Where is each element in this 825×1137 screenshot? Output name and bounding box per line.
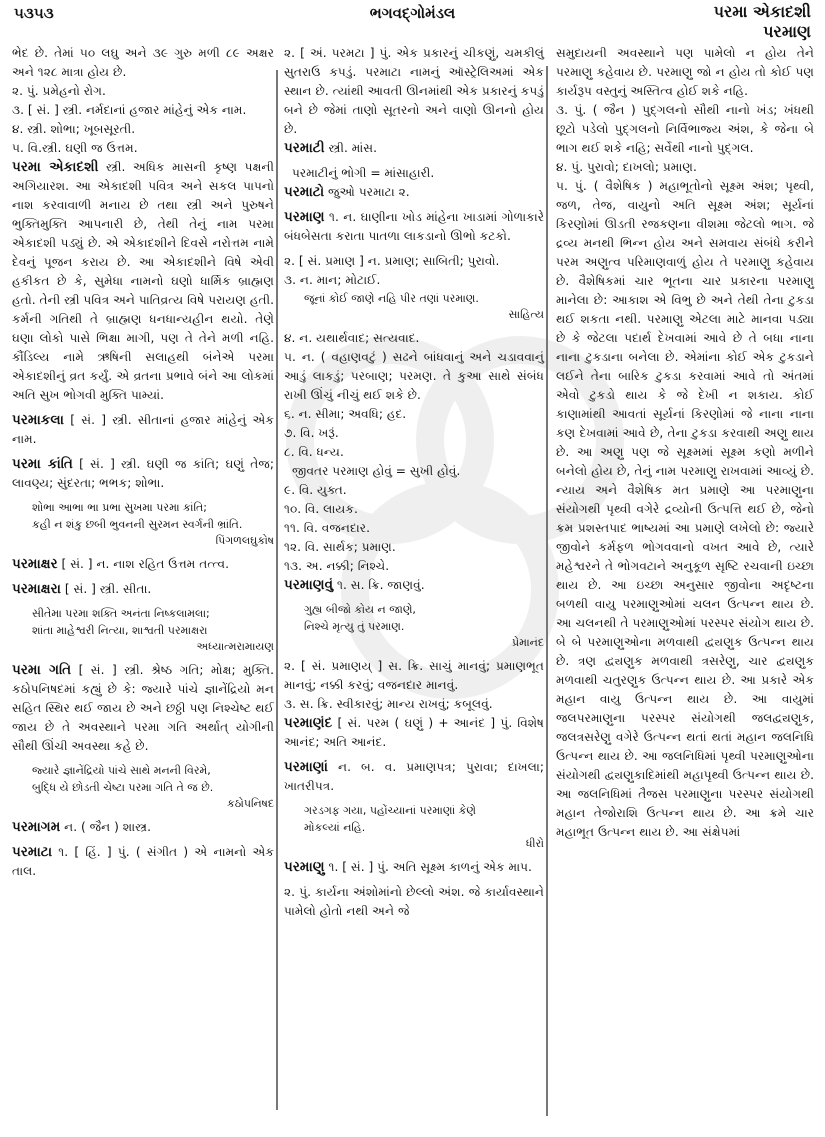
- definition-text: [ સં. પરમ ( ઘણું ) + આનંદ ] પું. વિશેષ આનંદ; અતિ આનંદ.: [284, 716, 544, 749]
- quote-line: ગરડગફ ગયા, પહોંચ્યાનાં પરમાણાં કેણે: [304, 804, 476, 817]
- definition-text: સ્ત્રી. માંસ.: [324, 141, 378, 155]
- quote-source: સાહિત્ય: [508, 308, 544, 321]
- sense-definition: ૫. ન. ( વહાણવટું ) સઢને બાંધવાનું અને ચડાવવાનું આડું લાકડું; પરબાણ; પરમણ. તે કુઆ સાથે સંબંધ રાખી ઊંચું નીચું થઈ શકે છે.: [284, 350, 544, 402]
- dictionary-entry: [12, 580, 274, 599]
- headword: પરમાક્ષરા: [12, 581, 62, 597]
- headword: પરમાગમ: [12, 819, 61, 835]
- headword: પરમાટો: [284, 184, 325, 200]
- sense-definition: ૪. સ્ત્રી. શોભા; ખૂબસૂરતી.: [12, 122, 136, 136]
- sense-definition: ૬. ન. સીમા; અવધિ; હદ.: [284, 407, 407, 421]
- usage-example: પરમાટીનું ભોગી = માંસાહારી.: [292, 166, 435, 180]
- guide-word-first: પરમા એકાદશી: [713, 2, 811, 21]
- quote-line: શાંતા માહેશ્વરી નિત્યા, શાશ્વતી પરમાક્ષરા: [32, 624, 208, 637]
- sense-definition: સમુદાયની અવસ્થાને પણ પામેલો ન હોય તેને પરમાણુ કહેવાય છે. પરમાણુ જો ન હોય તો કોઈ પણ કાર્યરૂપ વસ્તુનું અસ્તિત્વ હોઈ શકે નહિ.: [556, 46, 814, 98]
- quote-line: શોભા આભા ભા પ્રભા સુખમા પરમા કાંતિ;: [32, 501, 207, 514]
- sense-definition: ૧૨. વિ. સાર્થક; પ્રમાણ.: [284, 540, 396, 554]
- sense-definition: ૭. વિ. ખરૂં.: [284, 426, 339, 440]
- quote-source: કઠોપનિષદ: [226, 797, 274, 810]
- citation-quote: [284, 802, 544, 852]
- sense-definition: ૩. ન. માન; મોટાઈ.: [284, 273, 381, 287]
- column-3: [556, 44, 814, 1131]
- sense-definition: ૫. પું. ( વૈશેષિક ) મહાભૂતોનો સૂક્ષ્મ અંશ; પૃથ્વી, જળ, તેજ, વાયુનો અતિ સૂક્ષ્મ અંશ; સૂર્યનાં કિરણોમાં ઊડતી રજકણના વીશમા જેટલો ભાગ. જે દ્રવ્ય મનથી ભિન્ન હોય અને સમવાય સંબંધે કરીને પરમ અણુત્વ પરિમાણવાળું હોય તે પરમાણુ કહેવાય છે. વૈશેષિકમાં ચાર ભૂતના ચાર પ્રકારના પરમાણુ માનેલા છે: આકાશ એ વિભુ છે અને તેથી તેના ટુકડા થઈ શકતા નથી. પરમાણુ એટલા માટે માનવા પડ્યા છે કે જેટલા પદાર્થ દેખવામાં આવે છે તે બધા નાના નાના ટુકડાના બનેલા છે. એમાંના કોઈ એક ટુકડાને લઈને તેના બારિક ટુકડા કરવામાં આવે તો અંતમાં એવો ટુકડો થાય કે જે દેખી ન શકાય. કોઈ કાણામાંથી આવતાં સૂર્યનાં કિરણોમાં જે નાના નાના કણ દેખવામાં આવે છે, તેના ટુકડા કરવાથી અણુ થાય છે. આ અણુ પણ જે સૂક્ષ્મમાં સૂક્ષ્મ કણો મળીને બનેલો હોય છે, તેનું નામ પરમાણુ રાખવામાં આવ્યું છે. ન્યાય અને વૈશેષિક મત પ્રમાણે આ પરમાણુના સંયોગથી પૃથ્વી વગેરે દ્રવ્યોની ઉત્પત્તિ થઈ છે, જેનો ક્રમ પ્રશસ્તપાદ ભાષ્યમાં આ પ્રમાણે લખેલો છે: જ્યારે જીવોને કર્મફળ ભોગવવાનો વખત આવે છે, ત્યારે મહેશ્વરને તે ભોગવટાને અનુકૂળ સૃષ્ટિ રચવાની ઇચ્છા થાય છે. આ ઇચ્છા અનુસાર જીવોના અદૃષ્ટના બળથી વાયુ પરમાણુઓમાં ચલન ઉત્પન્ન થાય છે. આ ચલનથી તે પરમાણુઓમાં પરસ્પર સંયોગ થાય છે. બે બે પરમાણુઓના મળવાથી દ્વ્યણુક ઉત્પન્ન થાય છે. ત્રણ દ્વ્યણુક મળવાથી ત્રસરેણુ, ચાર દ્વ્યણુક મળવાથી ચતુરણુક ઉત્પન્ન થાય છે. આ પ્રકારે એક મહાન વાયુ ઉત્પન્ન થાય છે. આ વાયુમાં જલપરમાણુના પરસ્પર સંયોગથી જલદ્વ્યણુક, જલત્રસરેણુ વગેરે ઉત્પન્ન થતાં થતાં મહાન જલનિધિ ઉત્પન્ન થાય છે. આ જલનિધિમાં પૃથ્વી પરમાણુઓના સંયોગથી દ્વ્યણુકાદિમાંથી મહાપૃથ્વી ઉત્પન્ન થાય છે. આ જલનિધિમાં તૈજસ પરમાણુના પરસ્પર સંયોગથી મહાન તેજોરાશિ ઉત્પન્ન થાય છે. આ ક્રમે ચાર મહાભૂત ઉત્પન્ન થાય છે. આ સંક્ષેપમાં: [556, 179, 814, 839]
- headword: પરમા ગતિ: [12, 662, 72, 678]
- column-2: [284, 44, 544, 1131]
- quote-line: નિશ્ચે મૃત્યુ તું પરમાણ.: [304, 620, 405, 633]
- definition-text: [ સં. ] સ્ત્રી. ઘણી જ કાંતિ; ઘણું તેજ; લાવણ્ય; સુંદરતા; ભભક; શોભા.: [12, 457, 275, 490]
- definition-text: ન. બ. વ. પ્રમાણપત્ર; પુરાવા; દાખલા; ખાતરીપત્ર.: [284, 760, 544, 793]
- headword: પરમાણુ: [284, 859, 325, 875]
- sense-definition: ૧૦. વિ. લાયક.: [284, 502, 358, 516]
- quote-line: મોકલ્યાં નહિ.: [304, 821, 366, 834]
- sense-definition: ૨. [ સં. પ્રમાણય્ ] સ. ક્રિ. સાચું માનવું; પ્રમાણભૂત માનવું; નક્કી કરવું; વજનદાર માનવું.: [284, 659, 544, 692]
- sense-definition: ૨. પું. પ્રમેહનો રોગ.: [12, 84, 106, 98]
- dictionary-entry: [284, 576, 544, 595]
- sense-definition: ૪. પું. પુરાવો; દાખલો; પ્રમાણ.: [556, 160, 697, 174]
- citation-quote: [284, 601, 544, 651]
- sense-definition: ૩. પું. ( જૈન ) પુદ્ગલનો સૌથી નાનો ખંડ; ખંધથી છૂટો પડેલો પુદ્ગલનો નિર્વિભાજ્ય અંશ, કે જેના બે ભાગ થઈ શકે નહિ; સર્વેથી નાનો પુદ્ગલ.: [556, 103, 814, 155]
- column-divider: [276, 70, 278, 1110]
- definition-text: ૧. સ. ક્રિ. જાણવું.: [333, 578, 425, 592]
- dictionary-entry: [12, 555, 274, 574]
- column-1: [12, 44, 274, 1131]
- headword: પરમા કાંતિ: [12, 456, 73, 472]
- headword: પરમા એકાદશી: [12, 159, 99, 175]
- headword: પરમાટી: [284, 140, 325, 156]
- dictionary-entry: [12, 818, 274, 837]
- definition-text: [ સં. ] ન. નાશ રહિત ઉત્તમ તત્ત્વ.: [57, 557, 230, 571]
- definition-text: ૧. [ હિં. ] પું. ( સંગીત ) એ નામનો એક તાલ.: [12, 845, 274, 878]
- dictionary-entry: [12, 411, 274, 449]
- quote-line: સીતેમા પરમા શક્તિ અનંતા નિષ્કલામલા;: [32, 607, 210, 620]
- headword: પરમાકલા: [12, 412, 64, 428]
- quote-line: બુદ્ધિ યે છોડતી ચેષ્ટા પરમા ગતિ તે જ છે.: [32, 781, 214, 794]
- dictionary-entry: [12, 661, 274, 756]
- definition-text: ૧. ન. ઘાણીના ખોડ માંહેના ખાડામાં ગોળાકારે બંધબેસતા કરાતા પાતળા લાકડાનો ઊભો કટકો.: [284, 210, 544, 243]
- definition-text: [ સં. ] સ્ત્રી. સીતા.: [61, 582, 152, 596]
- dictionary-entry: [12, 843, 274, 881]
- dictionary-entry: [284, 139, 544, 158]
- page-header: [0, 0, 825, 40]
- sense-definition: ૪. ન. યથાર્થવાદ; સત્યવાદ.: [284, 331, 420, 345]
- sense-definition: ૧૧. વિ. વજનદાર.: [284, 521, 370, 535]
- quote-source: પિંગળલઘુકોષ: [215, 534, 274, 547]
- sense-definition: ૨. [ અં. પરમટા ] પું. એક પ્રકારનું ચીકણું, ચમકીલું સુતરાઉ કપડું. પરમાટા નામનું ઑસ્ટ્રેલિઅમાં એક સ્થાન છે. ત્યાંથી આવતી ઊનમાંથી એક પ્રકારનું કપડું બને છે જેમાં તાણો સૂતરનો અને વાણો ઊનનો હોય છે.: [284, 46, 544, 136]
- sense-definition: ૩. સ. ક્રિ. સ્વીકારવું; માન્ય રાખવું; કબૂલવું.: [284, 697, 493, 711]
- usage-example: જીવતર પરમાણ હોવું = સુખી હોવું.: [292, 464, 461, 478]
- headword: પરમાણ: [284, 209, 325, 225]
- quote-line: જૂનાં કોઈ જાણે નહિ પીર તણાં પરમાણ.: [304, 292, 479, 305]
- quote-line: જ્યારે જ્ઞાનેંદ્રિયો પાંચે સાથે મનની વિરમે,: [32, 764, 211, 777]
- headword: પરમાક્ષર: [12, 556, 58, 572]
- dictionary-entry: [284, 208, 544, 246]
- sense-definition: ૨. [ સં. પ્રમાણ ] ન. પ્રમાણ; સાબિતી; પુરાવો.: [284, 254, 500, 268]
- quote-source: ધીરો: [525, 837, 544, 850]
- definition-text: જુઓ પરમાટા ૨.: [324, 185, 410, 199]
- guide-word-last: પરમાણ: [763, 22, 811, 41]
- definition-text: સ્ત્રી. અધિક માસની કૃષ્ણ પક્ષની અગિયારશ. આ એકાદશી પવિત્ર અને સકલ પાપનો નાશ કરવાવાળી મનાય છે તથા સ્ત્રી અને પુરુષને ભુક્તિમુક્તિ આપનારી છે, તેથી તેનું નામ પરમા એકાદશી પડ્યું છે. એ એકાદશીને દિવસે નરોત્તમ નામે દેવનું પૂજન કરાય છે. આ એકાદશીને વિષે એવી હકીકત છે કે, સુમેધા નામનો ઘણો ધાર્મિક બ્રાહ્મણ હતો. તેની સ્ત્રી પવિત્ર અને પાતિવ્રત્ય વિષે પરાયણ હતી. કર્મની ગતિથી તે બ્રાહ્મણ ધનધાન્યહીન થયો. તેણે ઘણા લોકો પાસે ભિક્ષા માગી, પણ તે તેને મળી નહિ. કૌંડિલ્ય નામે ઋષિની સલાહથી બંનેએ પરમા એકાદશીનું વ્રત કર્યું. એ વ્રતના પ્રભાવે બંને આ લોકમાં અતિ સુખ ભોગવી મુક્તિ પામ્યાં.: [12, 160, 275, 402]
- dictionary-entry: [284, 183, 544, 202]
- quote-source: પ્રેમાનંદ: [512, 636, 544, 649]
- citation-quote: [284, 290, 544, 323]
- definition-text: ૧. [ સં. ] પું. અતિ સૂક્ષ્મ કાળનું એક માપ.: [324, 860, 532, 874]
- headword: પરમાણાં: [284, 759, 328, 775]
- citation-quote: [12, 605, 274, 655]
- sense-definition: ૫. વિ.સ્ત્રી. ઘણી જ ઉત્તમ.: [12, 141, 138, 155]
- sense-definition: ૯. વિ. યુક્ત.: [284, 483, 347, 497]
- dictionary-entry: [284, 758, 544, 796]
- dictionary-entry: [12, 455, 274, 493]
- definition-text: [ સં. ] સ્ત્રી. સીતાનાં હજાર માંહેનું એક નામ.: [12, 413, 274, 446]
- book-title: ભગવદ્ગોમંડલ: [369, 4, 456, 22]
- dictionary-entry: [284, 714, 544, 752]
- quote-line: કહી ન શંકુ છબી ભુવનની સુરમન સ્વર્ગની ભ્રાંતિ.: [32, 518, 243, 531]
- column-divider: [546, 66, 548, 1116]
- page-number: ૫૩૫૩: [14, 4, 54, 22]
- quote-line: ગુહ્ય બીજો કોય ન જાણે,: [304, 603, 416, 616]
- sense-definition: ૧૩. અ. નક્કી; નિશ્ચે.: [284, 559, 390, 573]
- dictionary-entry: [12, 158, 274, 405]
- headword: પરમાણંદ: [284, 715, 333, 731]
- headword: પરમાટા: [12, 844, 53, 860]
- citation-quote: [12, 762, 274, 812]
- definition-text: [ સં. ] સ્ત્રી. શ્રેષ્ઠ ગતિ; મોક્ષ; મુક્તિ. કઠોપનિષદમાં કહ્યું છે કે: જ્યારે પાંચે જ્ઞાનેંદ્રિયો મન સહિત સ્થિર થઈ જાય છે અને છઠ્ઠી પણ નિશ્ચેષ્ટ થઈ જાય છે તે અવસ્થાને પરમા ગતિ અર્થાત્ યોગીની સૌથી ઊંચી અવસ્થા કહે છે.: [12, 663, 274, 753]
- dictionary-entry: [284, 858, 544, 877]
- quote-source: અધ્યાત્મરામાયણ: [196, 640, 274, 653]
- sense-definition: ૮. વિ. ધન્ય.: [284, 445, 344, 459]
- sense-definition: ૩. [ સં. ] સ્ત્રી. નર્મદાનાં હજાર માંહેનું એક નામ.: [12, 103, 247, 117]
- sense-definition: ભેદ છે. તેમાં ૫૦ લઘુ અને ૩૯ ગુરુ મળી ૮૯ અક્ષર અને ૧૨૮ માત્રા હોય છે.: [12, 46, 274, 79]
- definition-text: ન. ( જૈન ) શાસ્ત્ર.: [60, 820, 152, 834]
- sense-definition: ૨. પું. કાર્યના અંશોમાંનો છેલ્લો અંશ. જે કાર્યાવસ્થાને પામેલો હોતો નથી અને જે: [284, 885, 544, 918]
- citation-quote: [12, 499, 274, 549]
- headword: પરમાણવું: [284, 577, 334, 593]
